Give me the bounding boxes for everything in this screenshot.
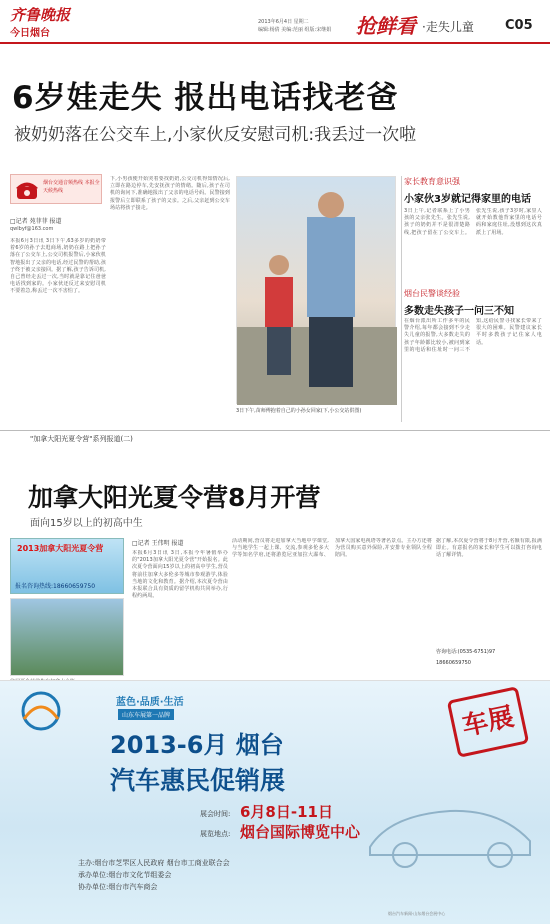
family-tag: 家长教育意识强 <box>404 177 460 186</box>
camp-ad-hotline: 报名咨询热线:18660659750 <box>15 583 96 590</box>
expo-organizers <box>78 857 230 893</box>
camp-ad-tag: 2013加拿大阳光夏令营 <box>17 544 104 553</box>
masthead-logo: 齐鲁晚报 <box>10 6 71 24</box>
lead-photo-caption: 3日下午,苗师傅抱着自己的小孙女回家(下,小公交站供图) <box>236 408 362 414</box>
expo-organizer-host: 主办:烟台市芝罘区人民政府 烟台市工商业联合会 <box>78 859 230 867</box>
police-tag: 烟台民警谈经验 <box>404 289 460 298</box>
camp-byline: □记者 王伟明 报道 <box>132 540 184 547</box>
lead-body-left: 本报6月3日讯 3日下午,63多岁的奶奶带着6岁的孙子去逛商场,奶奶在路上把孙子落在了公交车上,公交司机报警后,小家伙机智地报出了父亲的电话,经过民警的帮助,孩子终于被父亲接回。据了解,孩子告诉司机,自己曾经走丢过一次,当时就是靠记住爸爸电话找到家的。小家伙还反过来安慰司机不要着急,称丢过一次不害怕了。 <box>10 238 106 295</box>
telephone-icon <box>15 179 39 201</box>
expo-slogan: 蓝色·品质·生活 <box>116 697 184 708</box>
family-photo-illustration <box>237 177 397 405</box>
lead-byline: □记者 苑菲菲 报道 <box>10 218 62 225</box>
expo-organizer-undertaker: 承办单位:烟台市文化节组委会 <box>78 871 172 879</box>
lead-body-middle: 下,小男孩便开始哭着要找奶奶,公交司机得知情况后,立即在路边停车,先安抚孩子的情绪。随后,孩子在司机的询问下,准确地报出了父亲的电话号码。民警接到报警后立即联系了孩子的父亲。之后,父亲赶到公交车场站将孩子接走。 <box>110 176 230 211</box>
expo-venue-label: 展览地点: <box>200 830 231 838</box>
lead-headline: 6岁娃走失 报出电话找老爸 <box>12 80 399 116</box>
section-subtitle: 今日烟台 <box>10 28 50 39</box>
expo-dates: 6月8日-11日 <box>240 803 333 821</box>
column-divider <box>401 176 402 422</box>
expo-venue: 烟台国际博览中心 <box>240 823 361 841</box>
expo-dates-label: 展会时间: <box>200 810 231 818</box>
issue-meta <box>258 18 331 34</box>
phone-box <box>10 174 102 204</box>
camp-body-1: 本报6月3日讯 3日,本报今年暑假举办的"2013加拿大阳光夏令营"开始报名。此次夏令营面向15岁以上的初高中学生,营员将前往加拿大多伦多等城市参观游学,体验当地的文化和教育。据介绍,本次夏令营由本报联合具有资质的留学机构共同举办,行程约两周。 <box>132 550 228 600</box>
series-tag: "加拿大阳光夏令营"系列报道(二) <box>30 435 133 443</box>
family-body: 3日上午,记者联系上了小男孩的父亲张先生。张先生说,孩子的奶奶并不是很清楚路线,把孩子留在了公交车上。张先生说,孩子3岁时,家里人就开始教他背家里的电话号码和家庭住址,没想到这次真派上了用场。 <box>404 208 542 236</box>
lead-photo <box>236 176 396 404</box>
issue-editors: 编辑:杨倩 美编:范丽 组版:宋继娟 <box>258 27 332 33</box>
family-title: 小家伙3岁就记得家里的电话 <box>404 194 531 205</box>
expo-organizer-co: 协办单位:烟台市汽车商会 <box>78 883 158 891</box>
camp-subhead: 面向15岁以上的初高中生 <box>30 518 143 529</box>
expo-title-line2: 汽车惠民促销展 <box>110 766 286 795</box>
camp-consult: 咨询电话:(0535-6751)97 <box>436 649 496 655</box>
car-illustration <box>360 785 540 871</box>
camp-photo <box>10 598 124 676</box>
section-name: ·走失儿童 <box>422 20 474 34</box>
lead-email: qwlbyf@163.com <box>10 226 54 232</box>
page-number: C05 <box>505 18 533 33</box>
camp-headline: 加拿大阳光夏令营8月开营 <box>28 483 321 512</box>
expo-stamp: 车展 <box>447 686 529 758</box>
header-rule <box>0 42 550 44</box>
camp-body-2: 活动期间,营员将走进加拿大当地中学课堂,与当地学生一起上课、交流,参观多伦多大学等知名学府,还将游览尼亚加拉大瀑布、加拿大国家电视塔等著名景点。主办方还将为营员购买意外保险,并安排专业领队全程陪同。 <box>232 538 432 559</box>
police-body: 在烟台派出所工作多年的民警介绍,每年都会接到不少走失儿童的报警,大多数走失的孩子年龄都比较小,被问到家里的电话和住址时一问三不知,这给民警寻找家长带来了很大的困难。民警建议家长平时多教孩子记住家人电话。 <box>404 318 542 353</box>
lead-subhead: 被奶奶落在公交车上,小家伙反安慰司机:我丢过一次啦 <box>14 125 417 145</box>
police-title: 多数走失孩子一问三不知 <box>404 306 514 317</box>
issue-date: 2013年6月4日 星期二 <box>258 19 309 25</box>
expo-footer: 烟台汽车新闻·山东烟台会展中心 <box>388 911 446 916</box>
camp-phone: 18660659750 <box>436 660 471 666</box>
phone-box-text: 烟台交通音频热线 本报全天候热线 <box>43 180 100 194</box>
brand-name: 抢鲜看 <box>356 14 416 38</box>
expo-edition: 山东车展第一品牌 <box>118 709 174 720</box>
camp-body-3: 据了解,本次夏令营将于8月开营,名额有限,报满即止。有意报名的家长和学生可以拨打咨询电话了解详情。 <box>436 538 542 559</box>
camp-ad-banner <box>10 538 124 594</box>
section-divider <box>0 430 550 431</box>
expo-title-line1: 2013-6月 烟台 <box>110 731 284 759</box>
expo-ad <box>0 680 550 924</box>
expo-logo-icon <box>14 689 68 735</box>
